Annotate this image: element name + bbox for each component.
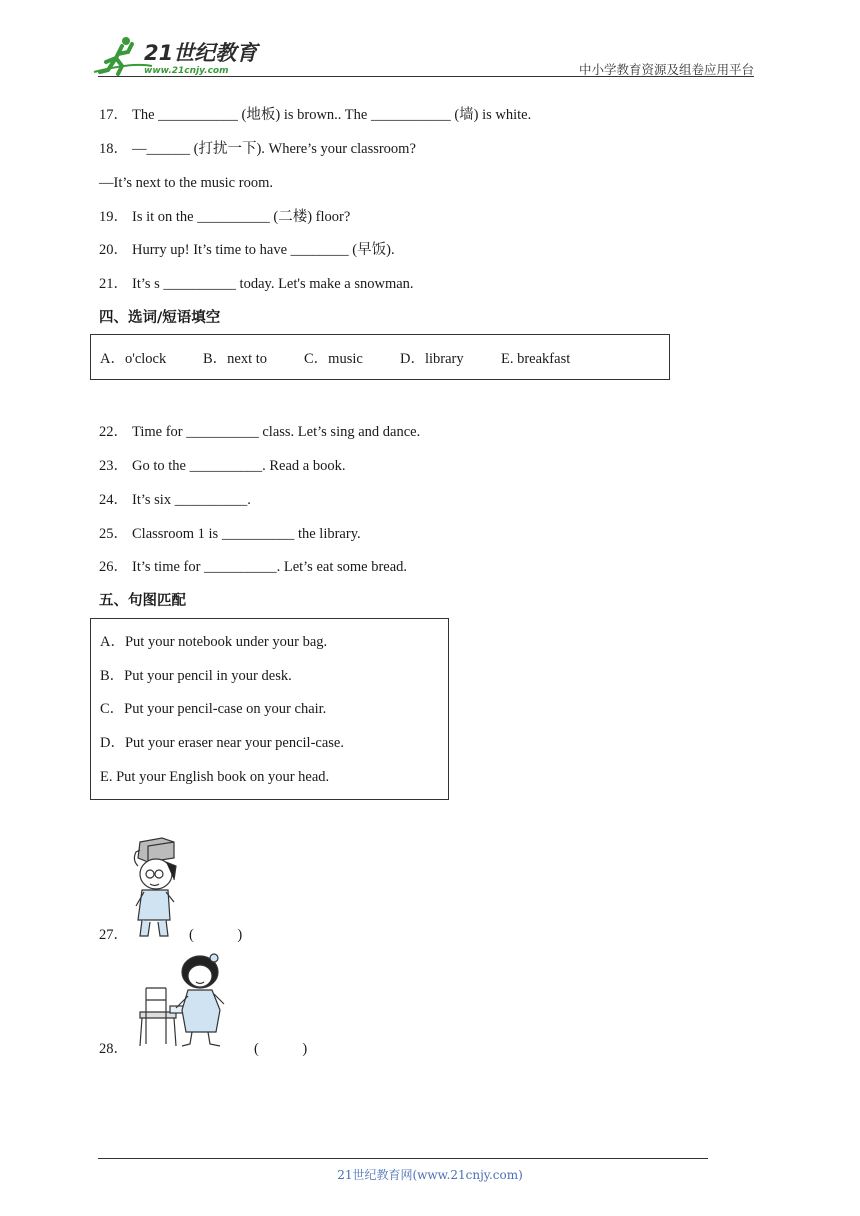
word-option: D．library	[400, 351, 464, 367]
item-27-answer-blank[interactable]: ( )	[189, 927, 243, 943]
site-logo	[92, 32, 262, 78]
item-28-answer-blank[interactable]: ( )	[254, 1041, 308, 1057]
question-26: 26． It’s time for __________. Let’s eat some bread.	[99, 559, 408, 575]
platform-name: 中小学教育资源及组卷应用平台	[578, 62, 754, 77]
sentence-options-box	[90, 618, 449, 800]
question-25: 25． Classroom 1 is __________ the library.	[99, 526, 361, 542]
question-22: 22． Time for __________ class. Let’s sing and dance.	[99, 424, 421, 440]
footer-text[interactable]: 21世纪教育网(www.21cnjy.com)	[337, 1168, 523, 1182]
word-bank-box	[90, 334, 670, 380]
header-divider	[98, 76, 754, 77]
word-option: B．next to	[203, 351, 268, 367]
sentence-option: D．Put your eraser near your pencil-case.	[100, 735, 344, 751]
sentence-option: E. Put your English book on your head.	[100, 769, 330, 785]
word-option: E. breakfast	[501, 351, 571, 367]
section-5-title: 五、句图匹配	[99, 593, 186, 609]
question-18-answer: —It’s next to the music room.	[99, 175, 273, 191]
question-18: 18． —______ (打扰一下). Where’s your classroom?	[99, 141, 416, 157]
footer-divider	[98, 1158, 708, 1159]
section-4-title: 四、选词/短语填空	[99, 310, 221, 326]
logo-text: 21世纪教育	[144, 41, 258, 65]
sentence-option: B．Put your pencil in your desk.	[100, 668, 292, 684]
word-option: A．o'clock	[100, 351, 167, 367]
question-24: 24． It’s six __________.	[99, 492, 251, 508]
question-23: 23． Go to the __________. Read a book.	[99, 458, 346, 474]
word-option: C．music	[304, 351, 363, 367]
question-19: 19． Is it on the __________ (二楼) floor?	[99, 209, 351, 225]
question-20: 20． Hurry up! It’s time to have ________ (早饭).	[99, 242, 395, 258]
logo-url: www.21cnjy.com	[144, 66, 229, 76]
boy-book-on-head-icon	[126, 836, 186, 942]
item-27-number: 27．	[99, 927, 128, 943]
sentence-option: C．Put your pencil-case on your chair.	[100, 701, 327, 717]
question-17: 17． The ___________ (地板) is brown.. The ___________ (墙) is white.	[99, 107, 532, 123]
sentence-option: A．Put your notebook under your bag.	[100, 634, 328, 650]
question-21: 21． It’s s __________ today. Let's make a snowman.	[99, 276, 414, 292]
girl-pencilcase-on-chair-icon	[136, 950, 230, 1052]
item-28-number: 28．	[99, 1041, 128, 1057]
